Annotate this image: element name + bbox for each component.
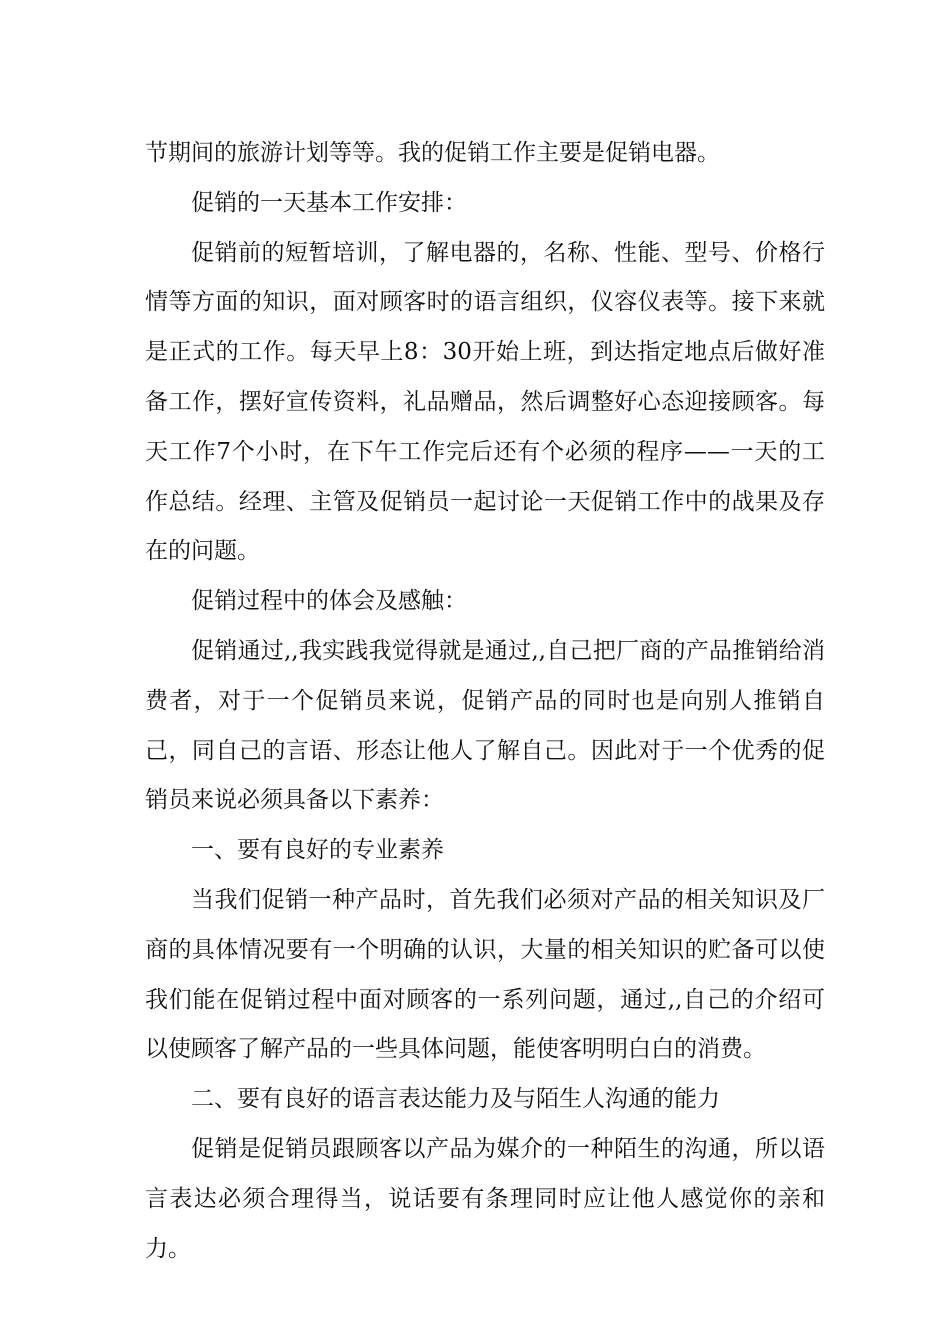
paragraph-3: 促销前的短暂培训，了解电器的，名称、性能、型号、价格行情等方面的知识，面对顾客时的语言组织，仪容仪表等。接下来就是正式的工作。每天早上8：30开始上班，到达指定地点后做好准备工作，摆好宣传资料，礼品赠品，然后调整好心态迎接顾客。每天工作7个小时，在下午工作完后还有个必须的程序——一天的工作总结。经理、主管及促销员一起讨论一天促销工作中的战果及存在的问题。 (145, 239, 825, 565)
section-heading-1: 一、要有良好的专业素养 (191, 837, 444, 864)
paragraph-1: 节期间的旅游计划等等。我的促销工作主要是促销电器。 (145, 140, 720, 166)
paragraph-6: 当我们促销一种产品时，首先我们必须对产品的相关知识及厂商的具体情况要有一个明确的认识，大量的相关知识的贮备可以使我们能在促销过程中面对顾客的一系列问题，通过,,自己的介绍可以使顾客了解产品的一些具体问题，能使客明明白白的消费。 (145, 886, 825, 1063)
paragraph-7: 促销是促销员跟顾客以产品为媒介的一种陌生的沟通，所以语言表达必须合理得当，说话要有条理同时应让他人感觉你的亲和力。 (145, 1135, 825, 1262)
paragraph-4: 促销过程中的体会及感触： (191, 588, 467, 615)
document-body (145, 129, 825, 1274)
section-heading-2: 二、要有良好的语言表达能力及与陌生人沟通的能力 (191, 1086, 720, 1113)
paragraph-2: 促销的一天基本工作安排： (191, 189, 467, 216)
paragraph-5: 促销通过,,我实践我觉得就是通过,,自己把厂商的产品推销给消费者，对于一个促销员来说，促销产品的同时也是向别人推销自己，同自己的言语、形态让他人了解自己。因此对于一个优秀的促销员来说必须具备以下素养： (145, 637, 825, 814)
